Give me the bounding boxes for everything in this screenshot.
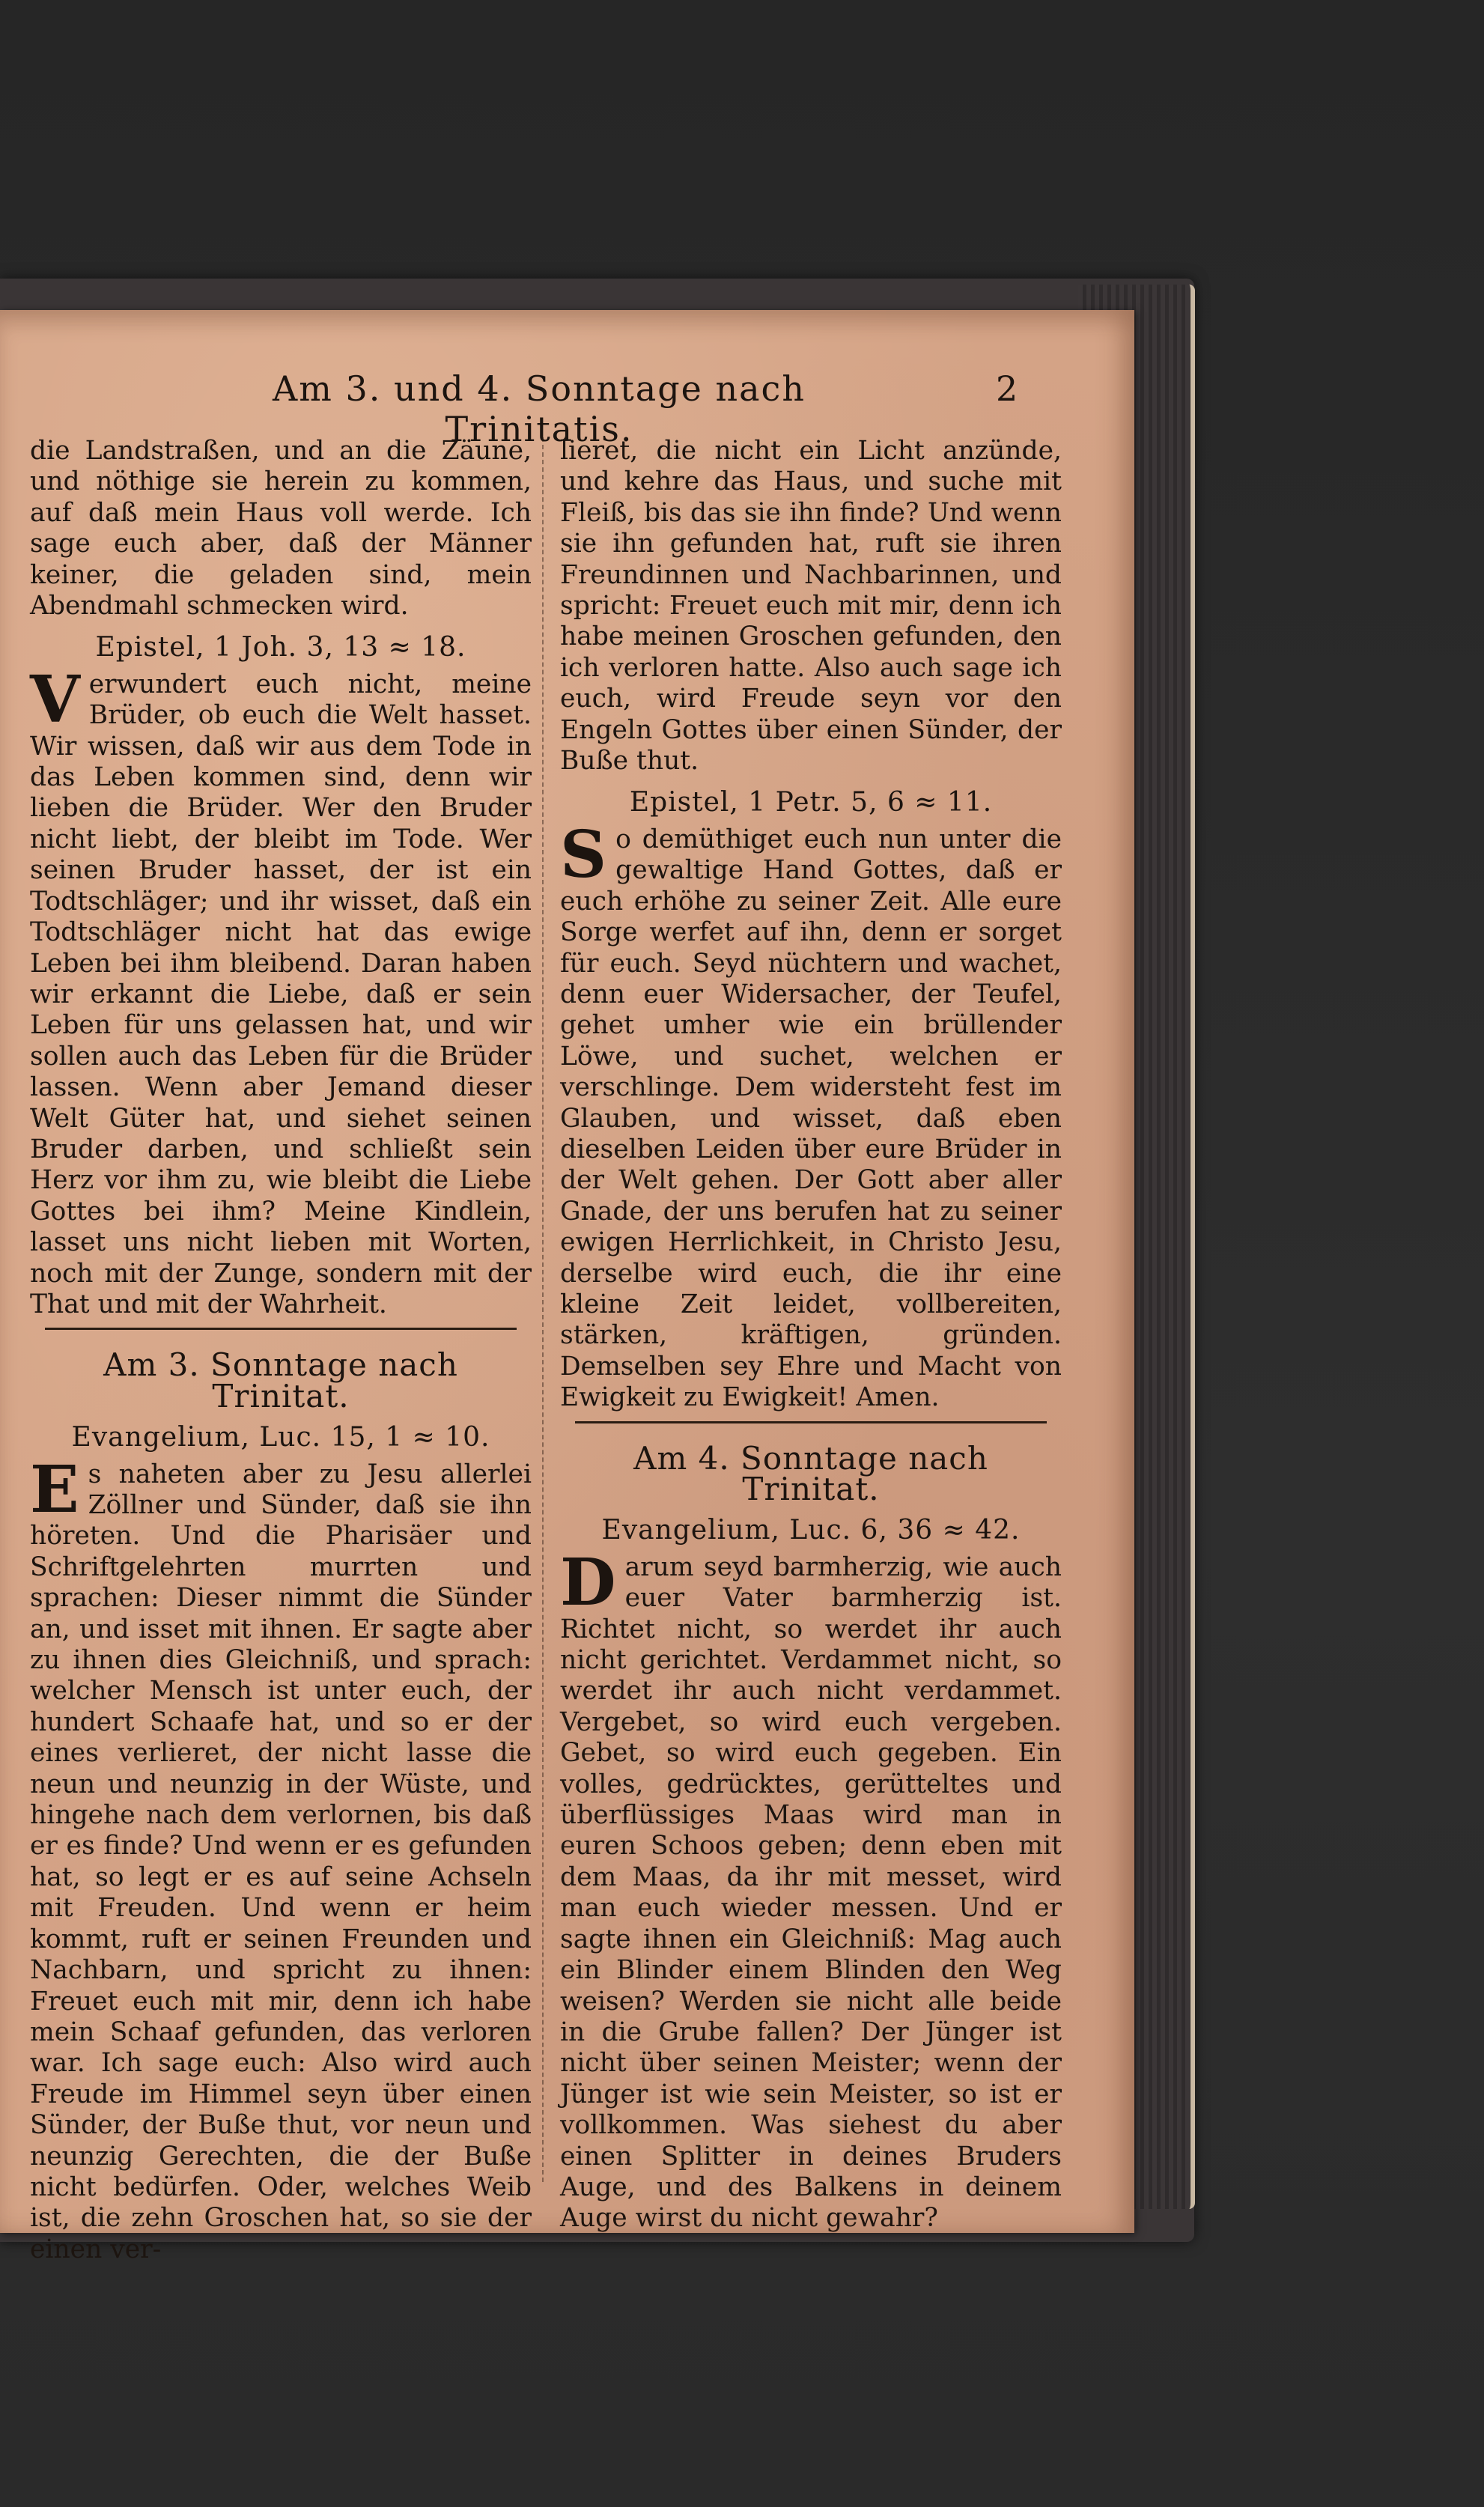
book-page	[0, 310, 1134, 2264]
running-head: Am 3. und 4. Sonntage nach Trinitatis.	[273, 368, 806, 449]
evangelium-body: s naheten aber zu Jesu allerlei Zöllner und Sünder, daß sie ihn höreten. Und die Pharisäer und Schriftgelehrten murrten und sprachen: Dieser nimmt die Sünder an, und isset mit ihnen. Er sagte aber zu ihnen dies Gleichniß, und sprach: welcher Mensch ist unter euch, der hundert Schaafe hat, und so er der eines verlieret, der nicht lasse die neun und neunzig in der Wüste, und hingehe nach dem verlornen, bis daß er es finde? Und wenn er es gefunden hat, so legt er es auf seine Achseln mit Freuden. Und wenn er heim kommt, ruft er seinen Freunden und Nachbarn, und spricht zu ihnen: Freuet euch mit mir, denn ich habe mein Schaaf gefunden, das verloren war. Ich sage euch: Also wird auch Freude im Himmel seyn über einen Sünder, der Buße thut, vor neun und neunzig Gerechten, die der Buße nicht bedürfen. Oder, welches Weib ist, die zehn Groschen hat, so sie der einen ver-	[30, 1459, 532, 2264]
section-heading: Am 4. Sonntage nach Trinitat.	[633, 1439, 988, 1507]
page-header	[0, 368, 1134, 449]
epistel-body: o demüthiget euch nun unter die gewaltige Hand Gottes, daß er euch erhöhe zu seiner Zeit. Alle eure Sorge werfet auf ihn, denn er sorget für euch. Seyd nüchtern und wachet, denn euer Widersacher, der Teufel, gehet umher wie ein brüllender Löwe, und suchet, welchen er verschlinge. Dem widersteht fest im Glauben, und wisset, daß eben dieselben Leiden über eure Brüder in der Welt gehen. Der Gott aber aller Gnade, der uns berufen hat zu seiner ewigen Herrlichkeit, in Christo Jesu, derselbe wird euch, die ihr eine kleine Zeit leidet, vollbereiten, stärken, kräftigen, gründen. Demselben sey Ehre und Macht von Ewigkeit zu Ewigkeit! Amen.	[560, 824, 1062, 1413]
evangelium-text	[30, 1451, 532, 2266]
drop-cap: E	[30, 1451, 79, 1528]
evangelium-heading: Evangelium, Luc. 15, 1 ≈ 10.	[71, 1422, 490, 1453]
paragraph-continuation-right: lieret, die nicht ein Licht anzünde, und kehre das Haus, und suche mit Fleiß, bis das sie ihn finde? Und wenn sie ihn gefunden hat, ruft sie ihren Freundinnen und Nachbarinnen, und spricht: Freuet euch mit mir, denn ich habe meinen Groschen gefunden, den ich verloren hatte. Also auch sage ich euch, wird Freude seyn vor den Engeln Gottes über einen Sünder, der Buße thut.	[560, 436, 1062, 777]
epistel-heading: Epistel, 1 Petr. 5, 6 ≈ 11.	[629, 787, 993, 818]
column-divider	[542, 437, 544, 2182]
drop-cap: D	[560, 1544, 616, 1620]
left-column	[30, 436, 532, 2265]
epistel-heading: Epistel, 1 Joh. 3, 13 ≈ 18.	[95, 632, 466, 663]
drop-cap: S	[560, 816, 607, 893]
section-heading: Am 3. Sonntage nach Trinitat.	[103, 1346, 458, 1414]
evangelium-text	[560, 1544, 1062, 2234]
evangelium-heading: Evangelium, Luc. 6, 36 ≈ 42.	[601, 1515, 1021, 1546]
epistel-text	[560, 816, 1062, 1414]
section-rule	[575, 1421, 1047, 1423]
page-number: 2	[996, 368, 1018, 409]
epistel-text	[30, 661, 532, 1321]
right-column	[560, 436, 1062, 2234]
evangelium-body: arum seyd barmherzig, wie auch euer Vater barmherzig ist. Richtet nicht, so werdet ihr auch nicht gerichtet. Verdammet nicht, so werdet ihr auch nicht verdammet. Vergebet, so wird euch vergeben. Gebet, so wird euch gegeben. Ein volles, gedrücktes, gerütteltes und überflüssiges Maas wird man in euren Schoos geben; denn eben mit dem Maas, da ihr mit messet, wird man euch wieder messen. Und er sagte ihnen ein Gleichniß: Mag auch ein Blinder einem Blinden den Weg weisen? Werden sie nicht alle beide in die Grube fallen? Der Jünger ist nicht über seinen Meister; wenn der Jünger ist wie sein Meister, so ist er vollkommen. Was siehest du aber einen Splitter in deines Bruders Auge, und des Balkens in deinem Auge wirst du nicht gewahr?	[560, 1552, 1062, 2234]
drop-cap: V	[30, 661, 80, 738]
paragraph-continuation-left: die Landstraßen, und an die Zäune, und nöthige sie herein zu kommen, auf daß mein Haus voll werde. Ich sage euch aber, daß der Männer keiner, die geladen sind, mein Abendmahl schmecken wird.	[30, 436, 532, 622]
epistel-body: erwundert euch nicht, meine Brüder, ob euch die Welt hasset. Wir wissen, daß wir aus dem Tode in das Leben kommen sind, denn wir lieben die Brüder. Wer den Bruder nicht liebt, der bleibt im Tode. Wer seinen Bruder hasset, der ist ein Todtschläger; und ihr wisset, daß ein Todtschläger nicht hat das ewige Leben bei ihm bleibend. Daran haben wir erkannt die Liebe, daß er sein Leben für uns gelassen hat, und wir sollen auch das Leben für die Brüder lassen. Wenn aber Jemand dieser Welt Güter hat, und siehet seinen Bruder darben, und schließt sein Herz vor ihm zu, wie bleibt die Liebe Gottes bei ihm? Meine Kindlein, lasset uns nicht lieben mit Worten, noch mit der Zunge, sondern mit der That und mit der Wahrheit.	[30, 669, 532, 1319]
section-rule	[45, 1328, 517, 1330]
